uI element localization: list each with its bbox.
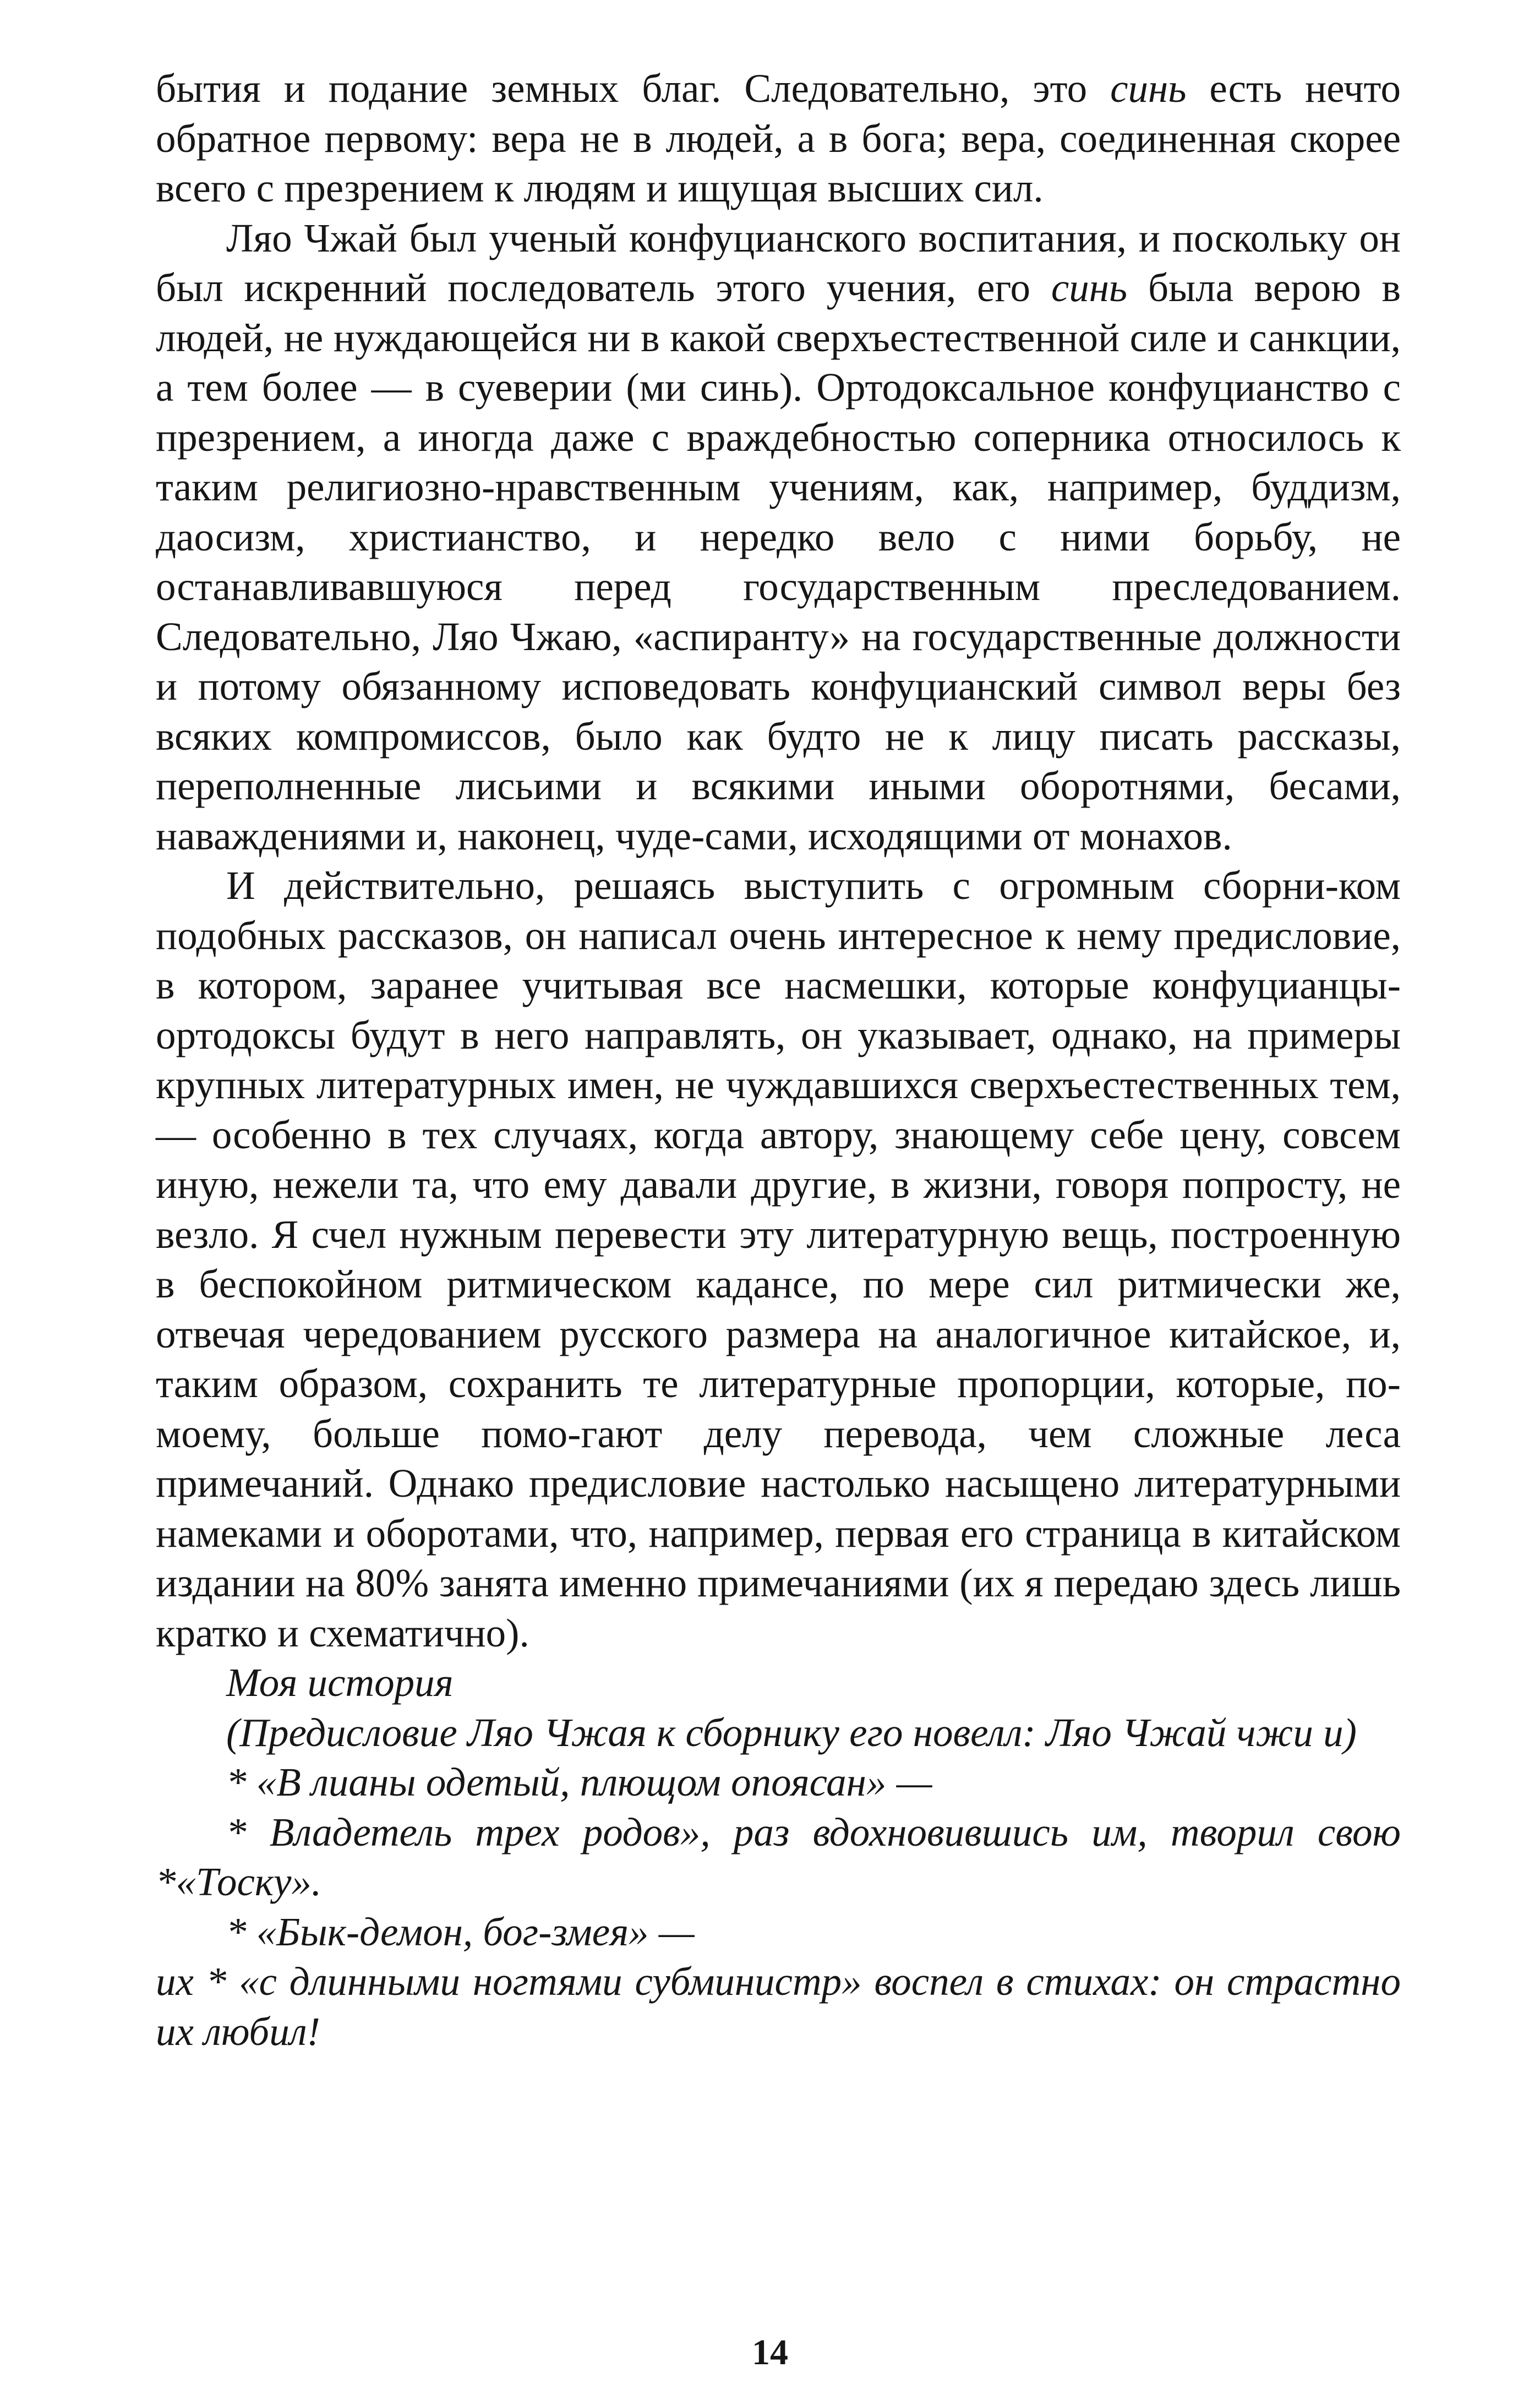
paragraph-1-text-b: есть нечто обратное первому: вера не в людей, а в бога; вера, соединенная скорее всего с презрением к людям и ищущая высших сил. [156,66,1401,210]
paragraph-1-italic-sin: синь [1110,66,1187,111]
verse-subtitle: (Предисловие Ляо Чжая к сборнику его новелл: Ляо Чжай чжи и) [226,1710,1357,1755]
paragraph-1-text-a: бытия и подание земных благ. Следовательно, это [156,66,1111,111]
verse-title: Моя история [226,1660,454,1705]
page-number: 14 [752,2332,788,2372]
verse-line-2: * Владетель трех родов», раз вдохновившись им, творил свою *«Тоску». [156,1809,1401,1904]
paragraph-2 [156,214,1401,861]
verse-line-4: их * «с длинными ногтями субминистр» воспел в стихах: он страстно их любил! [156,1959,1401,2054]
paragraph-2-italic-sin: синь [1051,265,1128,310]
paragraph-1 [156,64,1401,214]
verse-line-3: * «Бык-демон, бог-змея» — [226,1909,695,1954]
page-body [156,64,1401,2057]
paragraph-2-text-b: была верою в людей, не нуждающейся ни в какой сверхъестественной силе и санкции, а тем более — в суеверии (ми синь). Ортодоксальное конфуцианство с презрением, а иногда даже с враждебностью соперника относилось к таким религиозно-нравственным учениям, как, например, буддизм, даосизм, христианство, и нередко вело с ними борьбу, не останавливавшуюся перед государственным преследованием. Следовательно, Ляо Чжаю, «аспиранту» на государственные должности и потому обязанному исповедовать конфуцианский символ веры без всяких компромиссов, было как будто не к лицу писать рассказы, переполненные лисьими и всякими иными оборотнями, бесами, наваждениями и, наконец, чуде-сами, исходящими от монахов. [156,265,1401,858]
verse-line-1: * «В лианы одетый, плющом опоясан» — [226,1760,932,1804]
paragraph-2-text-a: Ляо Чжай был ученый конфуцианского воспитания, и поскольку он был искренний последователь этого учения, его [156,215,1401,310]
paragraph-3: И действительно, решаясь выступить с огромным сборни-ком подобных рассказов, он написал очень интересное к нему предисловие, в котором, заранее учитывая все насмешки, которые конфуцианцы-ортодоксы будут в него направлять, он указывает, однако, на примеры крупных литературных имен, не чуждавшихся сверхъестественных тем,— особенно в тех случаях, когда автору, знающему себе цену, совсем иную, нежели та, что ему давали другие, в жизни, говоря попросту, не везло. Я счел нужным перевести эту литературную вещь, построенную в беспокойном ритмическом кадансе, по мере сил ритмически же, отвечая чередованием русского размера на аналогичное китайское, и, таким образом, сохранить те литературные пропорции, которые, по-моему, больше помо-гают делу перевода, чем сложные леса примечаний. Однако предисловие настолько насыщено литературными намеками и оборотами, что, например, первая его страница в китайском издании на 80% занята именно примечаниями (их я передаю здесь лишь кратко и схематично). [156,863,1401,1655]
